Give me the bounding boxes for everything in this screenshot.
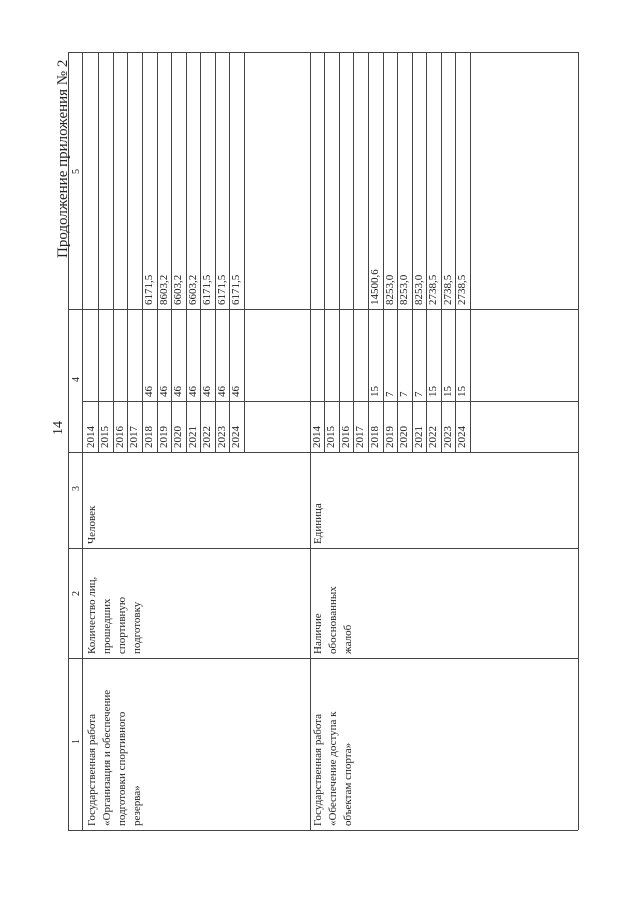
indicator-line: Наличие [312,613,324,654]
column-boundary [68,658,578,659]
year-cell: 2018 [143,426,155,448]
year-row-line [339,52,340,452]
col-header-2: 2 [71,591,82,596]
table-border-top [68,52,578,53]
col5-value: 8253,0 [398,274,410,305]
col5-value: 2738,5 [427,274,439,305]
year-cell: 2014 [85,426,97,448]
col4-value: 46 [216,386,228,397]
column-boundary [68,548,578,549]
year-row-line [98,52,99,452]
col4-value: 7 [398,391,410,397]
year-cell: 2016 [340,426,352,448]
year-cell: 2019 [158,426,170,448]
col4-value: 46 [143,386,155,397]
col5-value: 6603,2 [187,274,199,305]
page-number: 14 [51,421,66,435]
col4-value: 15 [442,386,454,397]
indicator-line: подготовку [131,601,143,654]
col4-value: 15 [427,386,439,397]
year-row-line [244,52,245,452]
indicator-line: спортивную [116,596,128,654]
year-cell: 2024 [456,426,468,448]
col5-value: 6171,5 [216,274,228,305]
indicator-line: прошедших [101,598,113,654]
year-cell: 2020 [172,426,184,448]
year-cell: 2014 [311,426,323,448]
year-row-line [127,52,128,452]
year-row-line [113,52,114,452]
col5-value: 8253,0 [384,274,396,305]
col5-value: 8253,0 [413,274,425,305]
col5-value: 2738,5 [456,274,468,305]
indicator-line: обоснованных [327,586,339,654]
col4-value: 46 [201,386,213,397]
col5-value: 6171,5 [143,274,155,305]
year-cell: 2015 [325,426,337,448]
work-name-line: объектам спорта» [342,742,354,826]
year-cell: 2023 [216,426,228,448]
year-cell: 2015 [99,426,111,448]
year-cell: 2024 [230,426,242,448]
col4-value: 46 [172,386,184,397]
col-header-4: 4 [71,377,82,382]
column-boundary [68,309,578,310]
col4-value: 15 [369,386,381,397]
col5-value: 6171,5 [230,274,242,305]
year-row-line [353,52,354,452]
header-row-line [82,52,83,830]
year-cell: 2017 [354,426,366,448]
indicator-line: Количество лиц, [86,576,98,654]
col4-value: 15 [456,386,468,397]
col5-value: 8603,2 [158,274,170,305]
col4-value: 7 [384,391,396,397]
col4-value: 46 [187,386,199,397]
col-header-5: 5 [71,169,82,174]
unit-of-measure: Человек [86,505,98,544]
year-cell: 2022 [427,426,439,448]
work-name-line: «Организация и обеспечение [101,689,113,826]
year-cell: 2019 [384,426,396,448]
year-cell: 2021 [413,426,425,448]
col4-value: 46 [158,386,170,397]
col-header-1: 1 [71,739,82,744]
col5-value: 14500,6 [369,269,381,305]
year-cell: 2021 [187,426,199,448]
work-name-line: «Обеспечение доступа к [327,711,339,826]
col-header-3: 3 [71,486,82,491]
work-name-line: резерва» [131,785,143,826]
work-name-line: Государственная работа [312,713,324,826]
work-name-line: подготовки спортивного [116,711,128,826]
year-cell: 2017 [128,426,140,448]
table-border-right [578,52,579,830]
year-cell: 2020 [398,426,410,448]
col5-value: 6603,2 [172,274,184,305]
table-border-bottom [68,830,578,831]
col4-value: 46 [230,386,242,397]
year-cell: 2023 [442,426,454,448]
column-boundary [68,452,578,453]
year-cell: 2022 [201,426,213,448]
work-name-line: Государственная работа [86,713,98,826]
indicator-line: жалоб [342,624,354,654]
year-row-line [324,52,325,452]
year-row-line [470,52,471,452]
unit-of-measure: Единица [312,503,324,544]
year-cell: 2018 [369,426,381,448]
col4-value: 7 [413,391,425,397]
year-cell: 2016 [114,426,126,448]
col5-value: 2738,5 [442,274,454,305]
col5-value: 6171,5 [201,274,213,305]
continuation-title: Продолжение приложения № 2 [55,59,71,258]
